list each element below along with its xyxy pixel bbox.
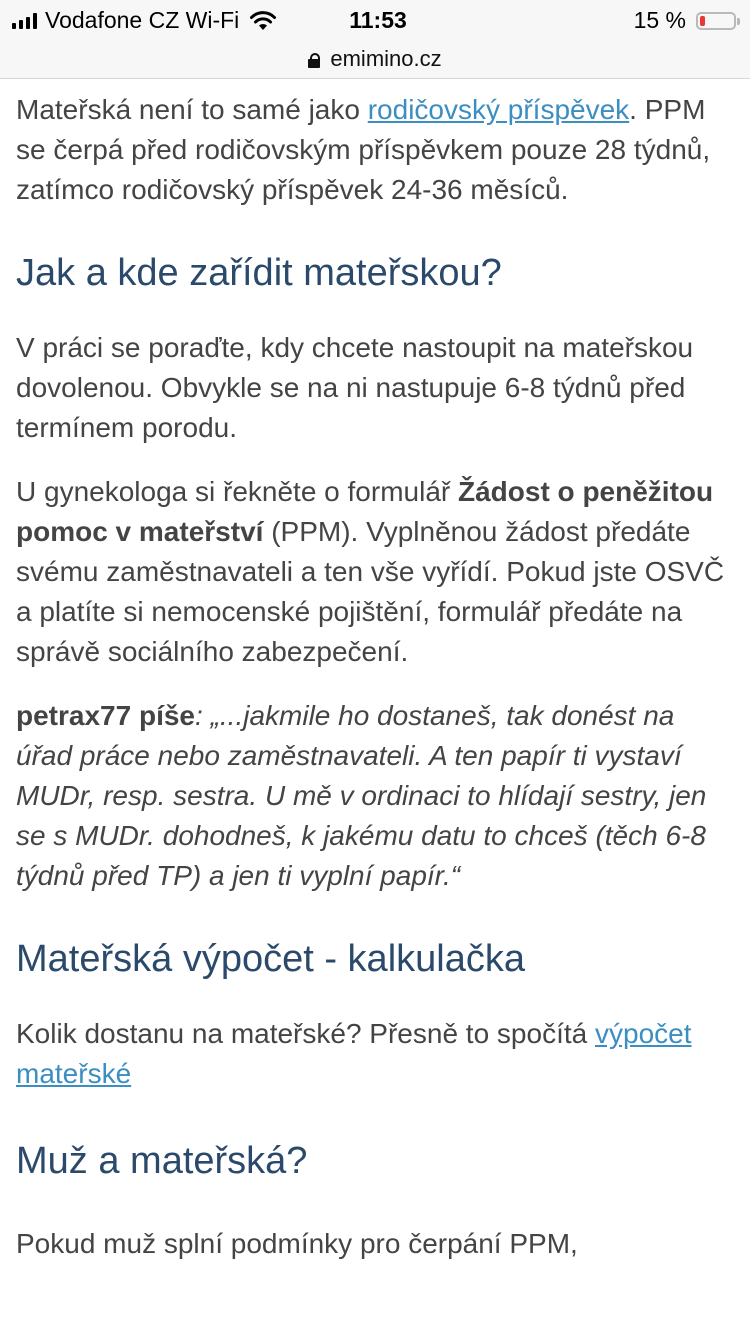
heading-man-and-maternity: Muž a mateřská? <box>16 1140 308 1182</box>
clock: 11:53 <box>349 7 407 33</box>
lock-icon <box>308 53 320 68</box>
paragraph-calculation <box>16 1014 736 1094</box>
url-bar[interactable] <box>0 40 750 79</box>
user-quote <box>16 696 736 896</box>
heading-calculator: Mateřská výpočet - kalkulačka <box>16 938 525 980</box>
quote-author: petrax77 píše <box>16 700 195 731</box>
paragraph-text: Mateřská není to samé jako <box>16 94 368 125</box>
paragraph-man-conditions: Pokud muž splní podmínky pro čerpání PPM, <box>16 1228 578 1259</box>
battery-icon <box>696 12 736 30</box>
battery-percentage: 15 % <box>633 7 686 33</box>
form-name: Žádost o peněžitou pomoc v mateřství <box>16 476 714 547</box>
heading-how-to-arrange: Jak a kde zařídit mateřskou? <box>16 252 502 294</box>
paragraph-text: . PPM se čerpá před rodičovským příspěvkem pouze 28 týdnů, zatímco rodičovský příspěvek 24-36 měsíců. <box>16 94 711 205</box>
parental-allowance-link[interactable]: rodičovský příspěvek <box>367 94 630 125</box>
paragraph-maternity-vs-parental <box>16 90 736 210</box>
paragraph-form <box>16 472 736 672</box>
url-domain[interactable]: emimino.cz <box>330 46 442 71</box>
maternity-calculation-link[interactable]: výpočet mateřské <box>16 1018 692 1089</box>
status-bar <box>0 0 750 40</box>
quote-text: „...jakmile ho dostaneš, tak donést na úřad práce nebo zaměstnavateli. A ten papír ti vystaví MUDr, resp. sestra. U mě v ordinaci to hlídají sestry, jen se s MUDr. dohodneš, k jakému datu to chceš (těch 6-8 týdnů před TP) a jen ti vyplní papír.“ <box>16 700 707 891</box>
paragraph-text: U gynekologa si řekněte o formulář <box>16 476 458 507</box>
carrier-label: Vodafone CZ Wi-Fi <box>45 7 240 33</box>
paragraph-text: Kolik dostanu na mateřské? Přesně to spočítá <box>16 1018 595 1049</box>
paragraph-when-to-start: V práci se poraďte, kdy chcete nastoupit na mateřskou dovolenou. Obvykle se na ni nastupuje 6-8 týdnů před termínem porodu. <box>16 332 694 443</box>
quote-separator: : <box>195 700 211 731</box>
paragraph-text: (PPM). Vyplněnou žádost předáte svému zaměstnavateli a ten vše vyřídí. Pokud jste OSVČ a platíte si nemocenské pojištění, formulář předáte na správě sociálního zabezpečení. <box>16 516 725 667</box>
article-content <box>16 90 736 1264</box>
